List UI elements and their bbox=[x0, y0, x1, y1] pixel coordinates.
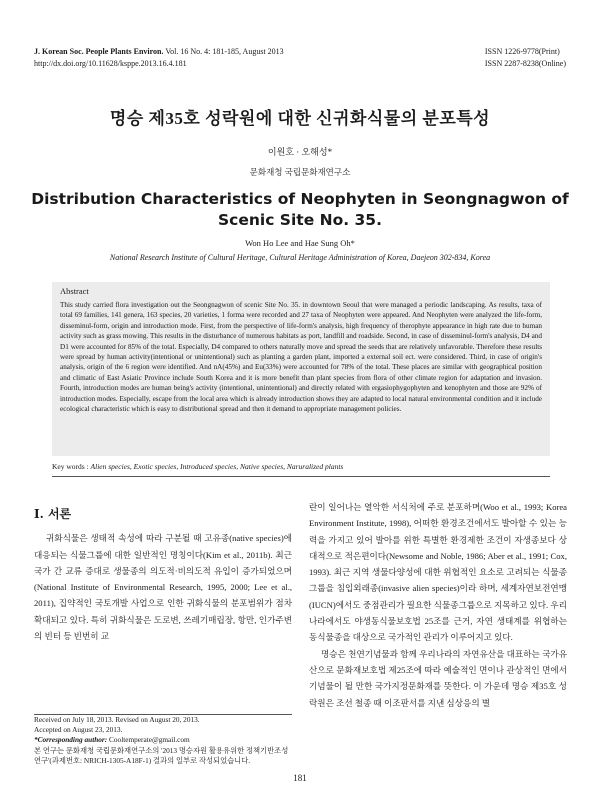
corresponding-email[interactable]: Cooltemperate@gmail.com bbox=[107, 735, 190, 745]
keywords-value: Alien species, Exotic species, Introduced species, Native species, Naruralized plants bbox=[90, 462, 344, 471]
paragraph: 명승은 천연기념물과 함께 우리나라의 자연유산을 대표하는 국가유산으로 문화재보호법 제25조에 따라 예술적인 면이나 관상적인 면에서 기념물이 될 만한 국가지정문화재를 뜻한다. 이 가운데 명승 제35호 성락원은 조선 철종 때 이조판서를 지낸 심상응의 별 bbox=[309, 648, 567, 708]
keywords bbox=[52, 462, 550, 471]
corresponding-author bbox=[34, 735, 292, 745]
keywords-divider bbox=[52, 476, 550, 477]
paragraph: 란이 일어나는 열악한 서식처에 주로 분포하며(Woo et al., 1993; Korea Environment Institute, 1998), 어떠한 환경조건에서도 발아할 수 있는 능력을 가지고 있어 발아를 위한 특별한 환경제한 조건이 자생종보다 상대적으로 적은편이다(Newsome and Noble, 1986; Aber et al., 1991; Cox, 1993). 최근 지역 생물다양성에 대한 위협적인 요소로 고려되는 식물종그룹을 침입외래종(invasive alien species)이라 하며, 세계자연보전연맹(IUCN)에서도 중점관리가 필요한 식물종그룹으로 지목하고 있다. 우리나라에서도 야생동식물보호법 25조를 근거, 자연 생태계를 위협하는 동식물종을 대상으로 국가적인 관리가 이루어지고 있다. bbox=[309, 502, 567, 643]
abstract-text: This study carried flora investigation out the Seongnagwon of scenic Site No. 35. in downtown Seoul that were managed a periodic landscaping. As results, taxa of total 69 families, 141 genera, 163 species, 20 varieties, 1 forma were recorded and 27 taxa of Neophyten were appeared. And Neophyten were analyzed the life-form, disseminul-form, origin and introduction mode. First, from the perspective of life-form's analysis, high frequency of therophyte appearance in high rate due to human activity such as grass mowing. This results in the disturbance of numerous habitats as port, landfill and roadside. Second, in case of disseminul-form's analysis, D4 and D1 were accounted for 85% of the total. Especially, D4 compared to others naturally move and spread the seeds that are relatively unfavorable. Therefore these results were spread by human activity(intentional or unintentional) such as planting a garden plant, imported a external soil ect. were considered. Third, in case of origin's analysis, origin of the 6 region were identified. And nA(45%) and Eu(33%) were accounted for 78% of the total. These places are similar with geographical position and climatic of East Asiatic Province include South Korea and it is more benefit than plant species from flora of other climate region for adaptation and invasion. Fourth, introduction modes are human being's activity (intentional, unintentional) and directly related with ergasiophygophyten and kenophyten and those are 92% of introduction modes. Especially, escape from the local area which is already introduction shows they are adapted to local natural environmental condition and it include ecological characteristic which is easy to distributional spread and then it demand to appropriate management policies. bbox=[60, 301, 542, 414]
affiliation-english: National Research Institute of Cultural Heritage, Cultural Heritage Administration of Korea, Daejeon 302-834, Korea bbox=[109, 253, 491, 262]
section-title: I. 서론 bbox=[34, 507, 72, 521]
doi-link[interactable]: http://dx.doi.org/10.11628/ksppe.2013.16.4.181 bbox=[34, 59, 187, 68]
issn-print: ISSN 1226-9778(Print) bbox=[484, 47, 560, 56]
funding-note: 본 연구는 문화재청 국립문화재연구소의 '2013 명승자원 활용유위한 정책기반조성연구'(과제번호: NRICH-1305-A18F-1) 결과의 일부로 작성되었습니다. bbox=[34, 745, 289, 765]
authors-english: Won Ho Lee and Hae Sung Oh* bbox=[245, 238, 355, 248]
page-number: 181 bbox=[293, 773, 307, 783]
accepted-date: Accepted on August 23, 2013. bbox=[34, 725, 123, 735]
corresponding-label: *Corresponding author: bbox=[34, 735, 108, 745]
footnotes bbox=[34, 715, 292, 766]
title-english: Distribution Characteristics of Neophyten in Seongnagwon of Scenic Site No. 35. bbox=[31, 190, 569, 229]
journal-header bbox=[34, 46, 284, 70]
body-column-left bbox=[34, 496, 292, 644]
journal-name: J. Korean Soc. People Plants Environ. bbox=[34, 47, 164, 56]
authors-korean: 이원호 · 오해성* bbox=[267, 147, 333, 157]
title-korean: 명승 제35호 성락원에 대한 신귀화식물의 분포특성 bbox=[109, 109, 491, 128]
issn-online: ISSN 2287-8238(Online) bbox=[484, 59, 566, 68]
keywords-label: Key words : bbox=[52, 462, 91, 471]
abstract-box bbox=[52, 282, 550, 456]
abstract-heading: Abstract bbox=[60, 286, 89, 296]
body-column-right bbox=[309, 499, 567, 711]
paragraph: 귀화식물은 생태적 속성에 따라 구분될 때 고유종(native species)에 대응되는 식물그룹에 대한 일반적인 명칭이다(Kim et al., 2011b). 최근 국가 간 교류 증대로 생물종의 의도적·비의도적 유입이 증가되었으며(National Institute of Environmental Research, 1995, 2000; Lee et al., 2011), 집약적인 국토개발 사업으로 인한 귀화식물의 분포범위가 점차 확대되고 있다. 특히 귀화식물은 도로변, 쓰레기매립장, 항만, 인가주변의 빈터 등 빈번히 교 bbox=[34, 533, 292, 642]
affiliation-korean: 문화재청 국립문화재연구소 bbox=[249, 167, 351, 177]
received-date: Received on July 18, 2013. Revised on August 20, 2013. bbox=[34, 715, 200, 724]
volume-info: Vol. 16 No. 4: 181-185, August 2013 bbox=[163, 47, 284, 56]
issn-block bbox=[485, 46, 566, 70]
